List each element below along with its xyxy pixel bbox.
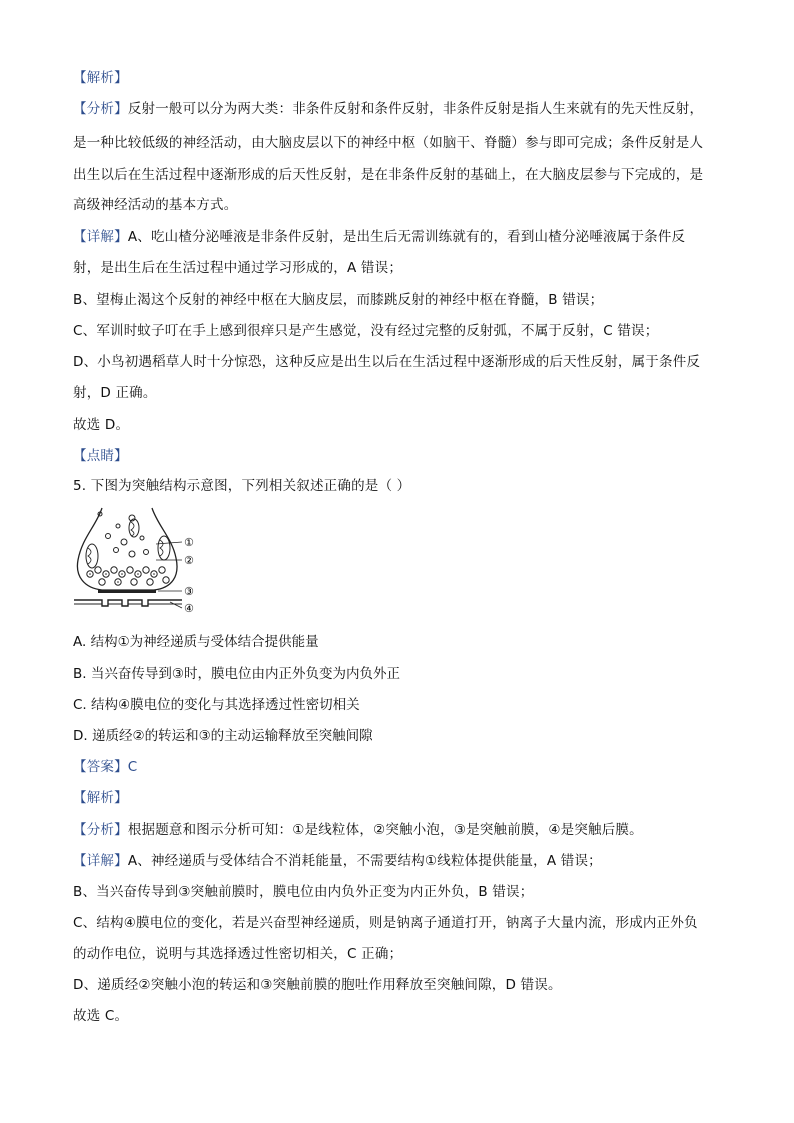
detail-1-line-2: 射，是出生后在生活过程中通过学习形成的，A 错误； <box>73 260 403 276</box>
detail-2-line-5: D、递质经②突触小泡的转运和③突触前膜的胞吐作用释放至突触间隙，D 错误。 <box>73 977 562 993</box>
analysis-2-tag: 【分析】 <box>73 822 128 838</box>
analysis-1-line-3: 出生以后在生活过程中逐渐形成的后天性反射，是在非条件反射的基础上，在大脑皮层参与下完成的，是 <box>73 167 704 183</box>
detail-1-line-6: 射，D 正确。 <box>73 385 157 401</box>
synapse-diagram <box>72 502 212 620</box>
detail-1-line-7: 故选 D。 <box>73 417 130 433</box>
answer-line <box>73 755 137 775</box>
question-5-stem: 5. 下图为突触结构示意图，下列相关叙述正确的是（ ） <box>73 478 411 494</box>
figure-label-3: ③ <box>184 585 194 598</box>
analysis-1-text-1: 反射一般可以分为两大类：非条件反射和条件反射，非条件反射是指人生来就有的先天性反射， <box>127 101 704 117</box>
detail-1-tag: 【详解】 <box>73 229 128 245</box>
detail-2-line-1 <box>73 849 602 869</box>
analysis-2-line <box>73 818 643 838</box>
detail-2-line-2: B、当兴奋传导到③突触前膜时，膜电位由内负外正变为内正外负，B 错误； <box>73 884 534 900</box>
option-c: C. 结构④膜电位的变化与其选择透过性密切相关 <box>73 697 360 713</box>
figure-label-1: ① <box>184 536 194 549</box>
analysis-1-line-1 <box>73 97 703 117</box>
option-a: A. 结构①为神经递质与受体结合提供能量 <box>73 634 319 650</box>
detail-1-text-1: A、吃山楂分泌唾液是非条件反射，是出生后无需训练就有的，看到山楂分泌唾液属于条件反 <box>127 229 686 245</box>
analysis-1-tag: 【分析】 <box>73 101 128 117</box>
detail-2-tag: 【详解】 <box>73 853 128 869</box>
detail-2-text-1: A、神经递质与受体结合不消耗能量，不需要结构①线粒体提供能量，A 错误； <box>127 853 602 869</box>
analysis-1-line-4: 高级神经活动的基本方式。 <box>73 197 238 213</box>
option-d: D. 递质经②的转运和③的主动运输释放至突触间隙 <box>73 728 373 744</box>
section-dianjing: 【点睛】 <box>73 448 128 464</box>
answer-text: 【答案】C <box>73 759 138 775</box>
detail-1-line-1 <box>73 225 685 245</box>
detail-2-line-3: C、结构④膜电位的变化，若是兴奋型神经递质，则是钠离子通道打开，钠离子大量内流，形成内正外负 <box>73 915 698 931</box>
section-jiexi-2: 【解析】 <box>73 790 128 806</box>
figure-label-4: ④ <box>184 602 194 615</box>
detail-2-line-4: 的动作电位，说明与其选择透过性密切相关，C 正确； <box>73 946 403 962</box>
option-b: B. 当兴奋传导到③时，膜电位由内正外负变为内负外正 <box>73 666 400 682</box>
detail-1-line-3: B、望梅止渴这个反射的神经中枢在大脑皮层，而膝跳反射的神经中枢在脊髓，B 错误； <box>73 292 604 308</box>
figure-label-2: ② <box>184 554 194 567</box>
analysis-1-line-2: 是一种比较低级的神经活动，由大脑皮层以下的神经中枢（如脑干、脊髓）参与即可完成；条件反射是人 <box>73 135 704 151</box>
section-jiexi-1: 【解析】 <box>73 70 128 86</box>
detail-1-line-4: C、军训时蚊子叮在手上感到很痒只是产生感觉，没有经过完整的反射弧，不属于反射，C 错误； <box>73 323 659 339</box>
synapse-diagram-svg <box>72 502 212 620</box>
detail-2-line-6: 故选 C。 <box>73 1008 129 1024</box>
detail-1-line-5: D、小鸟初遇稻草人时十分惊恐，这种反应是出生以后在生活过程中逐渐形成的后天性反射，属于条件反 <box>73 354 701 370</box>
analysis-2-text: 根据题意和图示分析可知：①是线粒体，②突触小泡，③是突触前膜，④是突触后膜。 <box>127 822 643 838</box>
